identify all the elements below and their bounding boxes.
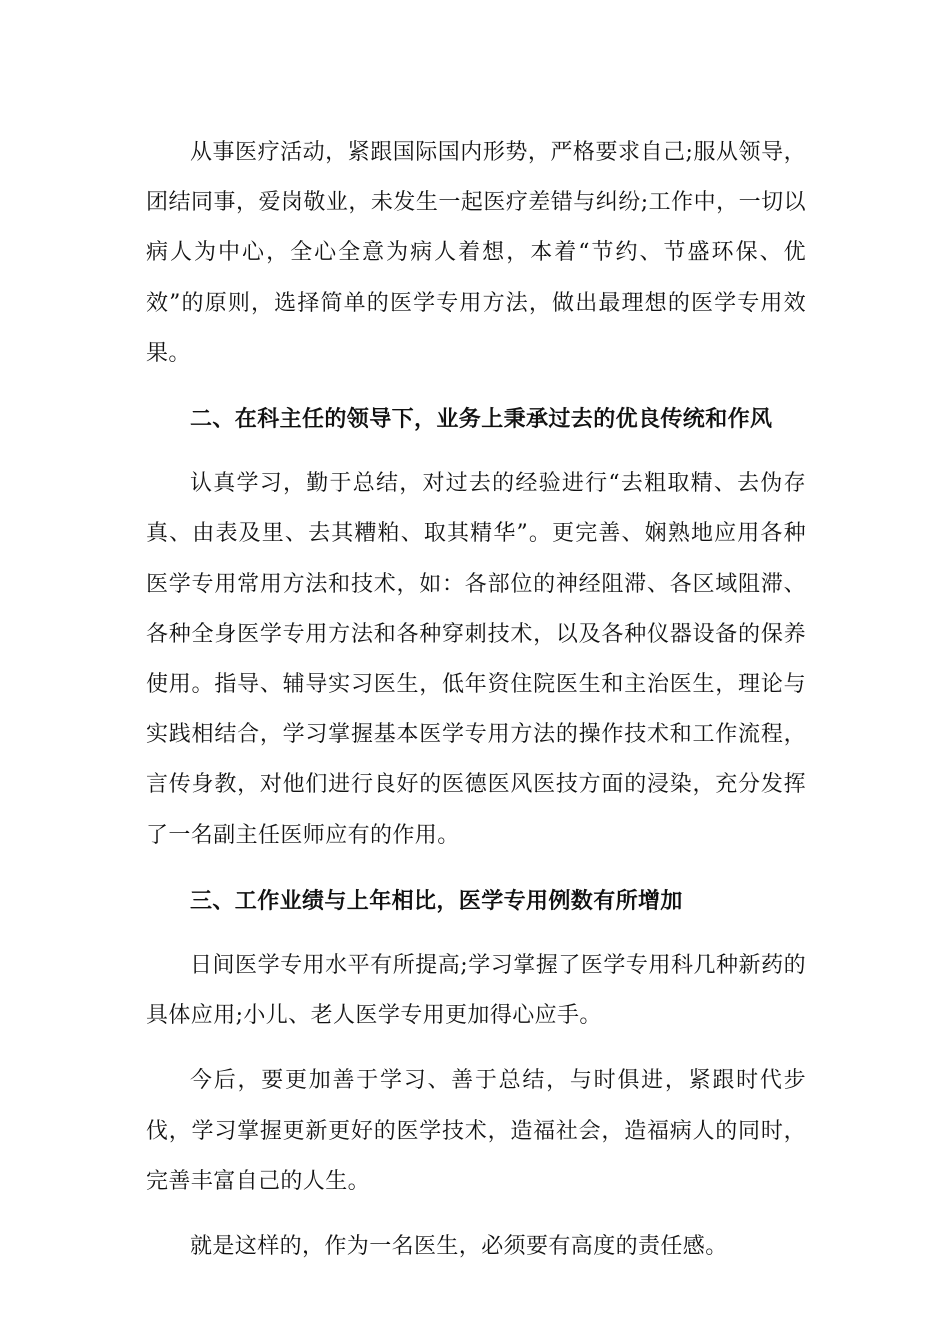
paragraph-1: 从事医疗活动，紧跟国际国内形势，严格要求自己;服从领导，团结同事，爱岗敬业，未发生一起医疗差错与纠纷;工作中，一切以病人为中心，全心全意为病人着想，本着“节约、节盛环保、优效”的原则，选择简单的医学专用方法，做出最理想的医学专用效果。 [146, 140, 806, 366]
spacer [146, 926, 806, 941]
paragraph-3: 日间医学专用水平有所提高;学习掌握了医学专用科几种新药的具体应用;小儿、老人医学专用更加得心应手。 [146, 953, 806, 1029]
paragraph-2: 认真学习，勤于总结，对过去的经验进行“去粗取精、去伪存真、由表及里、去其糟粕、取其精华”。更完善、娴熟地应用各种医学专用常用方法和技术，如：各部位的神经阻滞、各区域阻滞、各种全身医学专用方法和各种穿刺技术，以及各种仪器设备的保养使用。指导、辅导实习医生，低年资住院医生和主治医生，理论与实践相结合，学习掌握基本医学专用方法的操作技术和工作流程，言传身教，对他们进行良好的医德医风医技方面的浸染，充分发挥了一名副主任医师应有的作用。 [146, 471, 806, 848]
section-heading-3: 三、工作业绩与上年相比，医学专用例数有所增加 [190, 887, 683, 914]
spacer [146, 1207, 806, 1222]
document-body [146, 128, 806, 1272]
paragraph-5: 就是这样的，作为一名医生，必须要有高度的责任感。 [190, 1234, 728, 1260]
paragraph-4: 今后，要更加善于学习、善于总结，与时俱进，紧跟时代步伐，学习掌握更新更好的医学技术，造福社会，造福病人的同时，完善丰富自己的人生。 [146, 1068, 806, 1194]
spacer [146, 379, 806, 394]
spacer [146, 861, 806, 876]
section-heading-2: 二、在科主任的领导下，业务上秉承过去的优良传统和作风 [190, 406, 773, 433]
spacer [146, 1041, 806, 1056]
spacer [146, 444, 806, 459]
